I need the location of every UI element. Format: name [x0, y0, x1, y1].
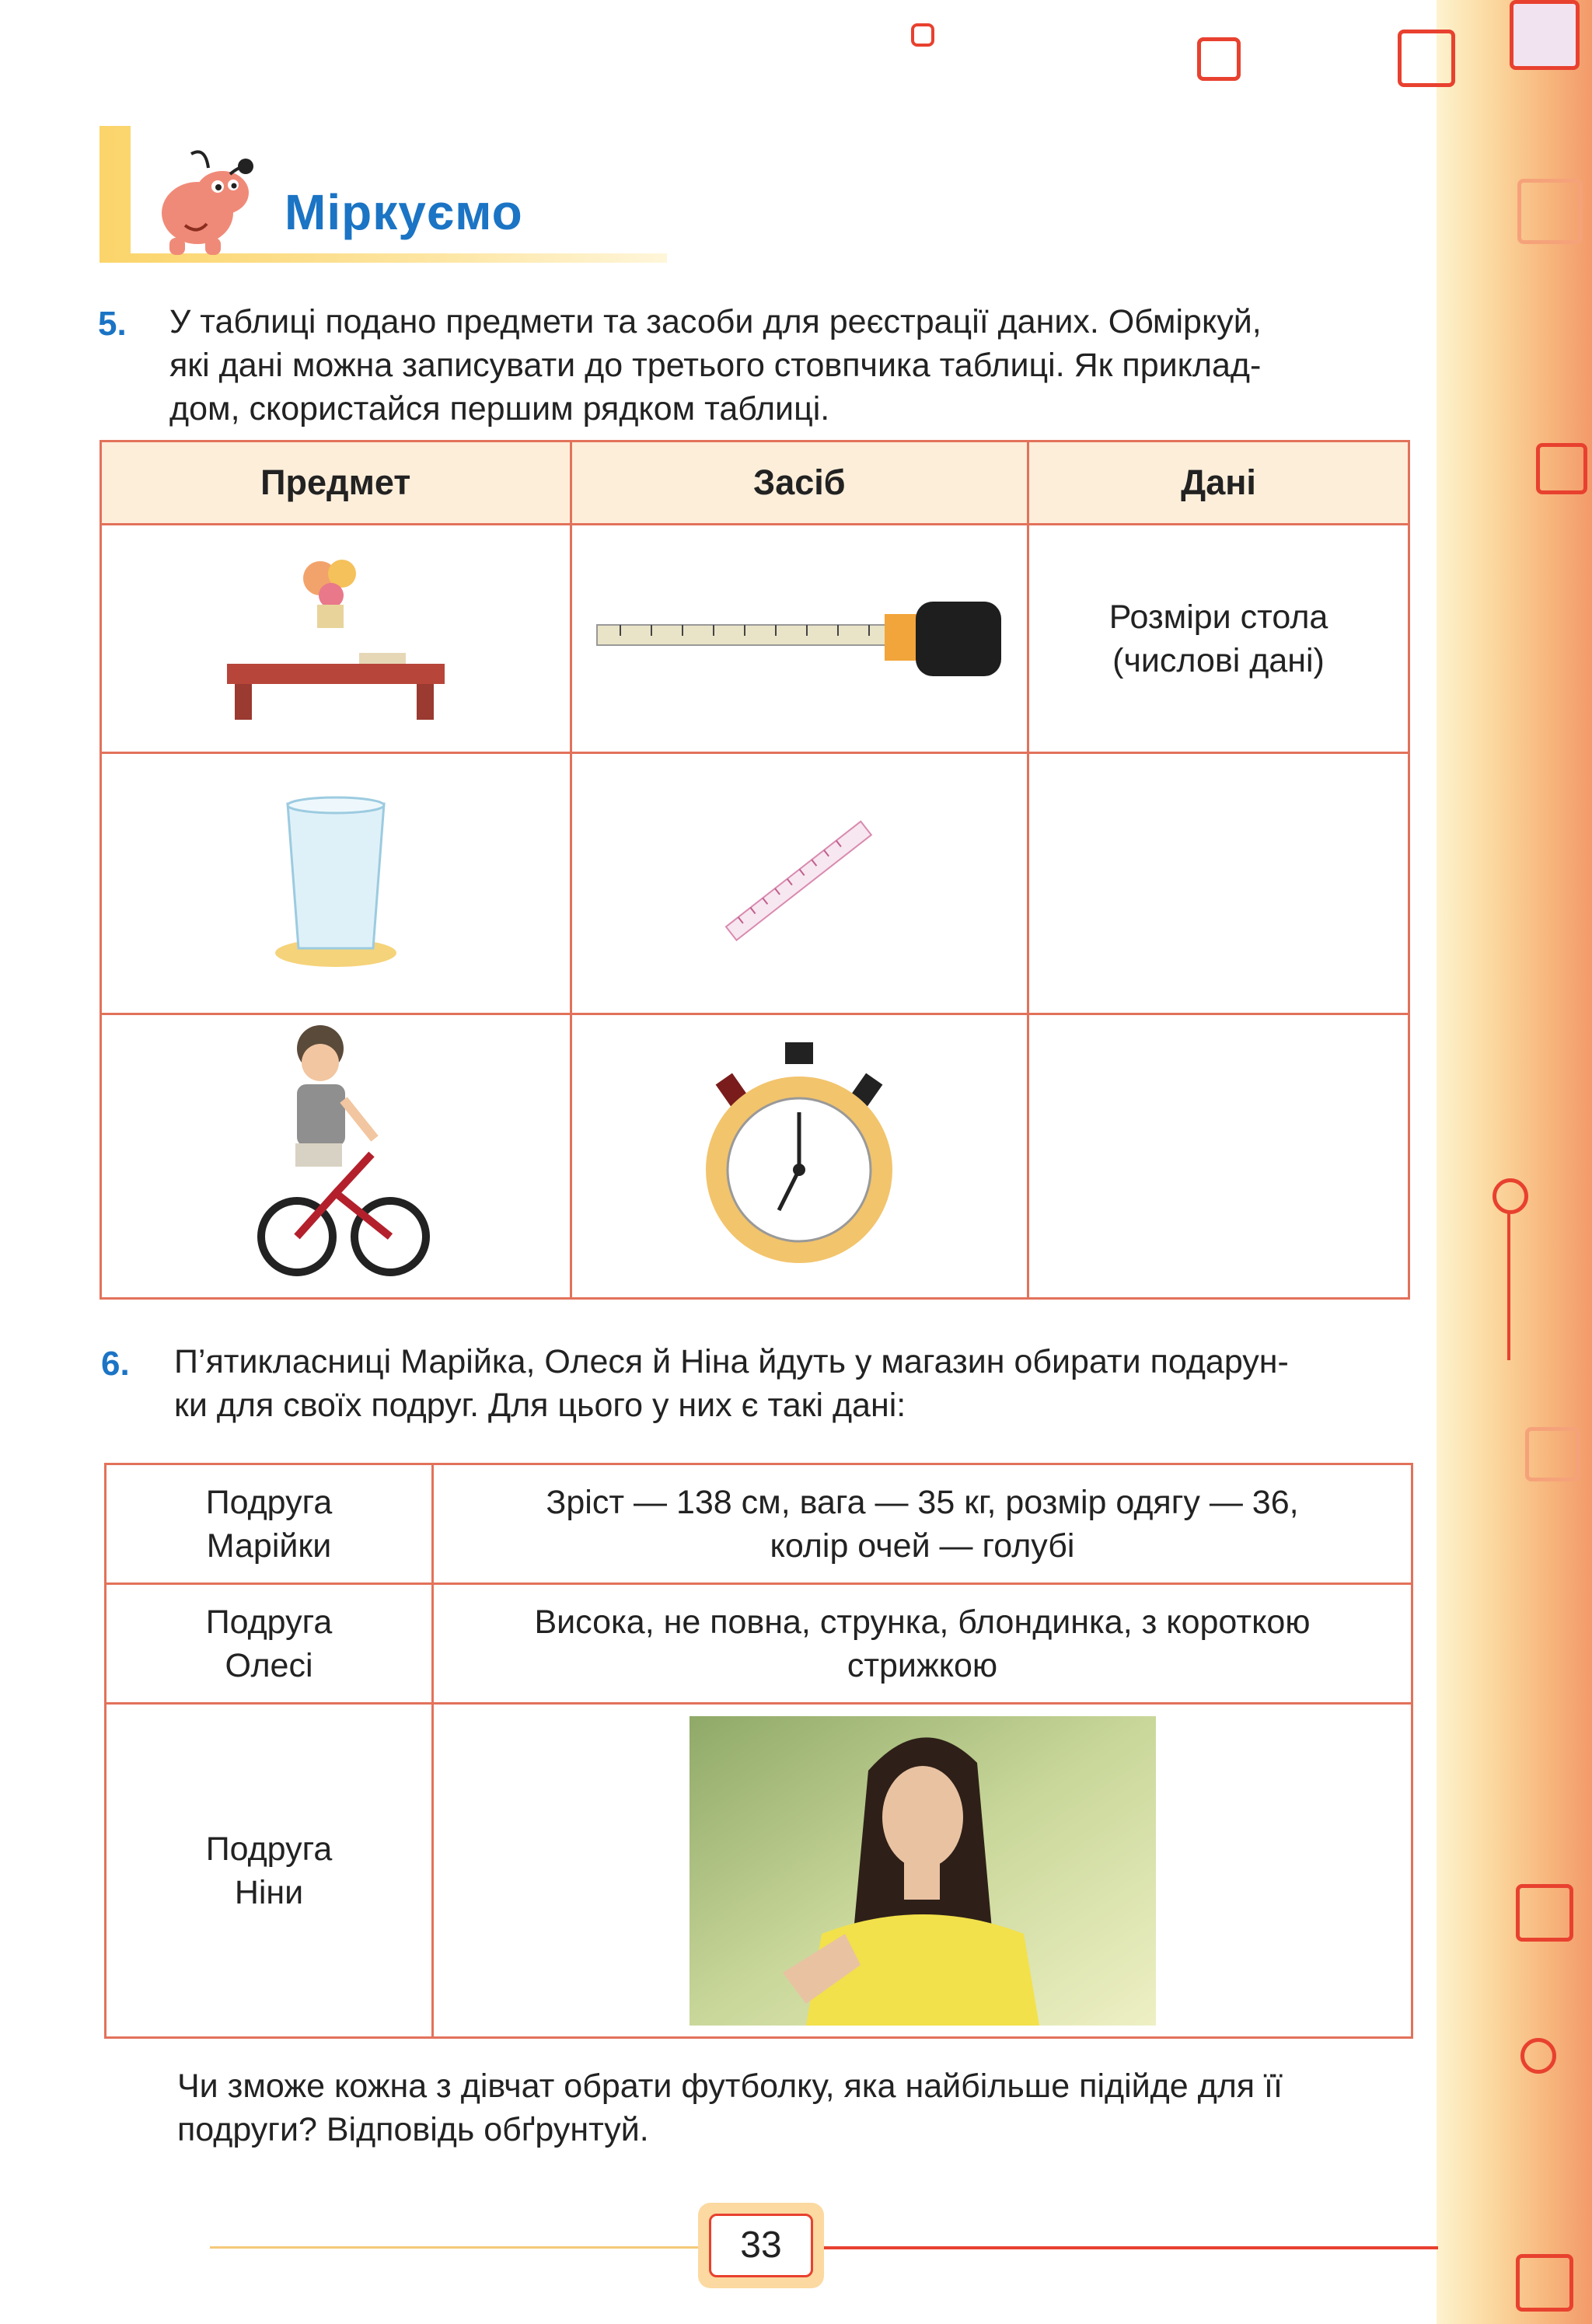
ruler-icon — [706, 804, 892, 959]
data-cell — [1028, 1014, 1409, 1299]
friend-label-cell — [106, 1704, 433, 2038]
friend-label-line: Олесі — [225, 1646, 313, 1684]
friend-info-line: Висока, не повна, струнка, блондинка, з короткою — [534, 1603, 1311, 1641]
question-line: Чи зможе кожна з дівчат обрати футболку, яка найбільше підійде для її — [177, 2068, 1283, 2105]
decorative-line — [210, 2246, 698, 2249]
friend-info-line: колір очей — голубі — [770, 1527, 1075, 1565]
friend-label-cell — [106, 1584, 433, 1704]
decorative-square — [1197, 37, 1241, 81]
task-text — [169, 300, 1421, 431]
table-header-row — [101, 441, 1409, 525]
friend-label-line: Марійки — [206, 1527, 332, 1565]
decorative-circle — [1492, 1178, 1528, 1214]
registration-table — [100, 440, 1410, 1300]
task-text-line: які дані можна записувати до третього стовпчика таблиці. Як приклад- — [169, 347, 1262, 384]
decorative-stripe — [1437, 0, 1592, 2324]
object-cell — [101, 525, 571, 753]
decorative-square — [911, 23, 934, 47]
page-number: 33 — [709, 2214, 813, 2277]
table-with-flowers-icon — [204, 547, 468, 726]
friend-info-line: стрижкою — [847, 1646, 998, 1684]
question-text — [177, 2064, 1437, 2151]
task-text-line: У таблиці подано предмети та засоби для реєстрації даних. Обміркуй, — [169, 303, 1262, 340]
question-line: подруги? Відповідь обґрунтуй. — [177, 2111, 649, 2148]
friend-info-cell — [433, 1584, 1412, 1704]
decorative-circle — [1520, 2038, 1556, 2074]
decorative-square — [1516, 1884, 1573, 1942]
data-text-line: (числові дані) — [1112, 641, 1325, 679]
task-number: 5. — [98, 305, 127, 343]
decorative-square — [1510, 0, 1580, 70]
column-header: Засіб — [571, 441, 1028, 525]
decorative-line — [824, 2246, 1438, 2249]
task-text-line: дом, скористайся першим рядком таблиці. — [169, 390, 830, 427]
tool-cell — [571, 753, 1028, 1014]
girl-photo-icon — [690, 1716, 1156, 2026]
data-cell — [1028, 753, 1409, 1014]
table-row — [106, 1584, 1412, 1704]
decorative-square — [1517, 179, 1583, 244]
tool-cell — [571, 1014, 1028, 1299]
table-row — [101, 525, 1409, 753]
task-text-line: П’ятикласниці Марійка, Олеся й Ніна йдуть у магазин обирати подарун- — [174, 1343, 1289, 1380]
friend-label-line: Ніни — [234, 1873, 304, 1911]
measuring-tape-icon — [589, 586, 1009, 687]
decorative-line — [1507, 1213, 1510, 1360]
decorative-square — [1525, 1427, 1580, 1481]
mascot-icon — [131, 138, 264, 263]
friend-photo-cell — [433, 1704, 1412, 2038]
table-row — [106, 1464, 1412, 1584]
data-cell — [1028, 525, 1409, 753]
friends-table — [104, 1463, 1413, 2039]
tool-cell — [571, 525, 1028, 753]
friend-info-cell — [433, 1464, 1412, 1584]
friend-label-line: Подруга — [205, 1483, 333, 1521]
column-header: Дані — [1028, 441, 1409, 525]
stopwatch-icon — [698, 1038, 900, 1271]
object-cell — [101, 1014, 571, 1299]
friend-info-line: Зріст — 138 см, вага — 35 кг, розмір одягу — 36, — [546, 1483, 1299, 1521]
friend-label-line: Подруга — [205, 1830, 333, 1868]
column-header: Предмет — [101, 441, 571, 525]
data-text-line: Розміри стола — [1108, 598, 1328, 636]
friend-label-cell — [106, 1464, 433, 1584]
decorative-square — [1516, 2254, 1573, 2312]
table-row — [106, 1704, 1412, 2038]
friend-label-line: Подруга — [205, 1603, 333, 1641]
section-title: Міркуємо — [285, 184, 523, 240]
task-number: 6. — [101, 1345, 130, 1383]
glass-icon — [266, 788, 406, 975]
table-row — [101, 753, 1409, 1014]
object-cell — [101, 753, 571, 1014]
table-row — [101, 1014, 1409, 1299]
child-on-bicycle-icon — [235, 1022, 437, 1286]
task-text — [174, 1340, 1426, 1427]
task-text-line: ки для своїх подруг. Для цього у них є такі дані: — [174, 1387, 906, 1424]
decorative-square — [1536, 443, 1587, 494]
decorative-square — [1398, 30, 1455, 87]
page-number-box — [698, 2203, 824, 2288]
